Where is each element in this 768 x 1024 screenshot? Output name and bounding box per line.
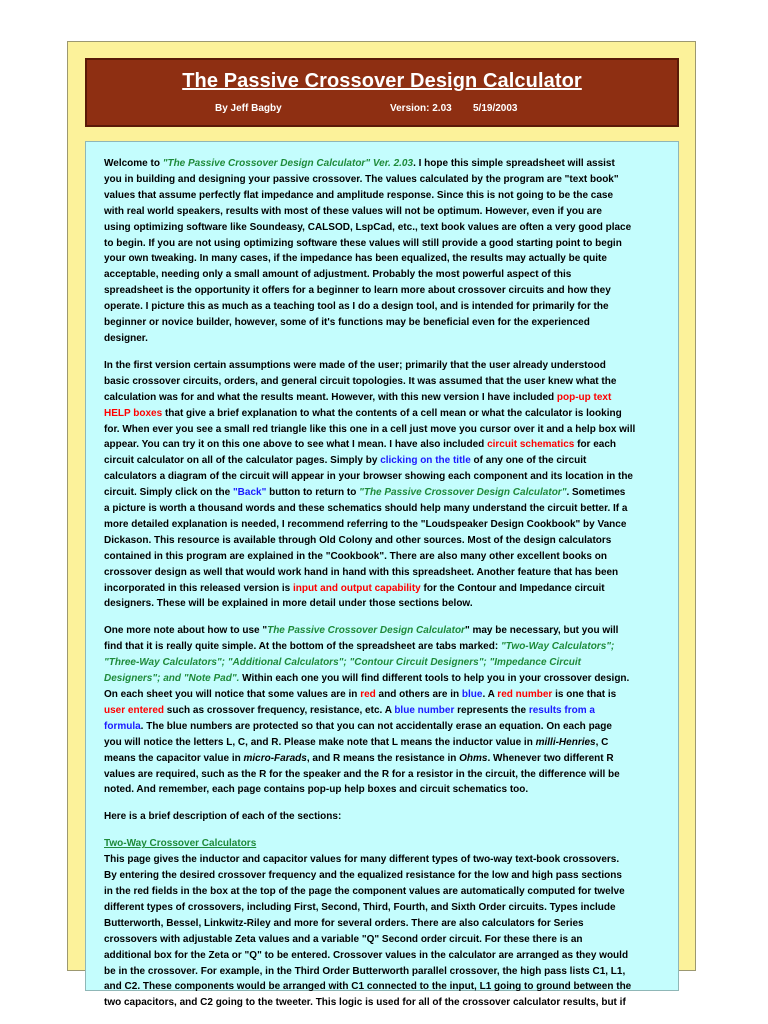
title-banner	[85, 58, 679, 127]
two-way-section: Two-Way Crossover Calculators This page gives the inductor and capacitor values for many different types of two-way text-book crossovers. By entering the desired crossover frequency and the equalized resistance for the low and high pass sections in the red fields in the box at the top of the page the component values are automatically computed for twelve different types of crossovers, including First, Second, Third, Fourth, and Sixth Order circuits. Types include Butterworth, Bessel, Linkwitz-Riley and more for several orders. There are also calculators for Series crossovers with adjustable Zeta values and a variable "Q" Second order circuit. For these there is an additional box for the Zeta or "Q" to be entered. Crossover values in the calculator are arranged as they would be in the crossover. For example, in the Third Order Butterworth parallel crossover, the high pass lists C1, L1, and C2. These components would be arranged with C1 connected to the input, L1 going to ground between the two capacitors, and C2 going to the tweeter. This logic is used for all of the crossover calculator results, but if	[104, 836, 678, 1011]
intro-paragraph: Welcome to "The Passive Crossover Design Calculator" Ver. 2.03. I hope this simple spreadsheet will assist you in building and designing your passive crossover. The values calculated by the program are "text book" values that assume perfectly flat impedance and amplitude response. Since this is not going to be the case with real world speakers, results with most of these values will not be optimum. However, even if you are using optimizing software like Soundeasy, CALSOD, LspCad, etc., text book values are often a very good place to begin. If you are not using optimizing software these values will still provide a good starting point to begin your own tweaking. In many cases, if the impedance has been equalized, the results may actually be quite acceptable, needing only a small amount of adjustment. Probably the most powerful aspect of this spreadsheet is the opportunity it offers for a beginner to learn more about crossover circuits and how they operate. I picture this as much as a teaching tool as I do a design tool, and is intended for primarily for the beginner or novice builder, however, some of it's functions may be beneficial even for the experienced designer.	[104, 158, 632, 344]
usage-paragraph: One more note about how to use "The Passive Crossover Design Calculator" may be necessary, but you will find that it is really quite simple. At the bottom of the spreadsheet are tabs marked: "Two-Way Calculators"; "Three-Way Calculators"; "Additional Calculators"; "Contour Circuit Designers"; "Impedance Circuit Designers"; and "Note Pad". Within each one you will find different tools to help you in your crossover design. On each sheet you will notice that some values are in red and others are in blue. A red number is one that is user entered such as crossover frequency, resistance, etc. A blue number represents the results from a formula. The blue numbers are protected so that you can not accidentally erase an equation. On each page you will notice the letters L, C, and R. Please make note that L means the inductor value in milli-Henries, C means the capacitor value in micro-Farads, and R means the resistance in Ohms. Whenever two different R values are required, such as the R for the speaker and the R for a resistor in the circuit, the difference will be noted. And remember, each page contains pop-up help boxes and circuit schematics too.	[104, 625, 630, 796]
back-button-highlight: "Back"	[232, 487, 267, 499]
version-label: Version: 2.03	[390, 103, 452, 114]
author-label: By Jeff Bagby	[215, 103, 282, 114]
date-label: 5/19/2003	[473, 103, 518, 114]
io-capability-highlight: input and output capability	[292, 582, 421, 594]
features-paragraph: In the first version certain assumptions were made of the user; primarily that the user already understood basic crossover circuits, orders, and general circuit topologies. It was assumed that the user knew what the calculation was for and what the results meant. However, with this new version I have included pop-up text HELP boxes that give a brief explanation to what the contents of a cell mean or what the calculator is looking for. When ever you see a small red triangle like this one in a cell just move you cursor over it and a help box will appear. You can try it on this one above to see what I mean. I have also included circuit schematics for each circuit calculator on all of the calculator pages. Simply by clicking on the title of any one of the circuit calculators a diagram of the circuit will appear in your browser showing each component and its location in the circuit. Simply click on the "Back" button to return to "The Passive Crossover Design Calculator". Sometimes a picture is worth a thousand words and these schematics should help many understand the circuit better. If a more detailed explanation is needed, I recommend referring to the "Loudspeaker Design Cookbook" by Vance Dickason. This resource is available through Old Colony and other sources. Most of the design calculators contained in this program are explained in the "Cookbook". There are also many other excellent books on crossover design as well that would work hand in hand with this spreadsheet. Another feature that has been incorporated in this released version is input and output capability for the Contour and Impedance circuit designers. These will be explained in more detail under those sections below.	[104, 359, 636, 610]
sections-intro: Here is a brief description of each of the sections:	[104, 811, 342, 823]
app-name: "The Passive Crossover Design Calculator" Ver. 2.03	[162, 158, 414, 169]
click-title-highlight: clicking on the title	[380, 455, 471, 467]
two-way-section-heading: Two-Way Crossover Calculators	[104, 838, 257, 850]
page-frame	[67, 41, 696, 1009]
popup-help-highlight: pop-up text	[556, 391, 612, 403]
page-title: The Passive Crossover Design Calculator	[182, 70, 582, 92]
content-panel	[85, 141, 679, 1009]
circuit-schematics-highlight: circuit schematics	[487, 439, 575, 451]
